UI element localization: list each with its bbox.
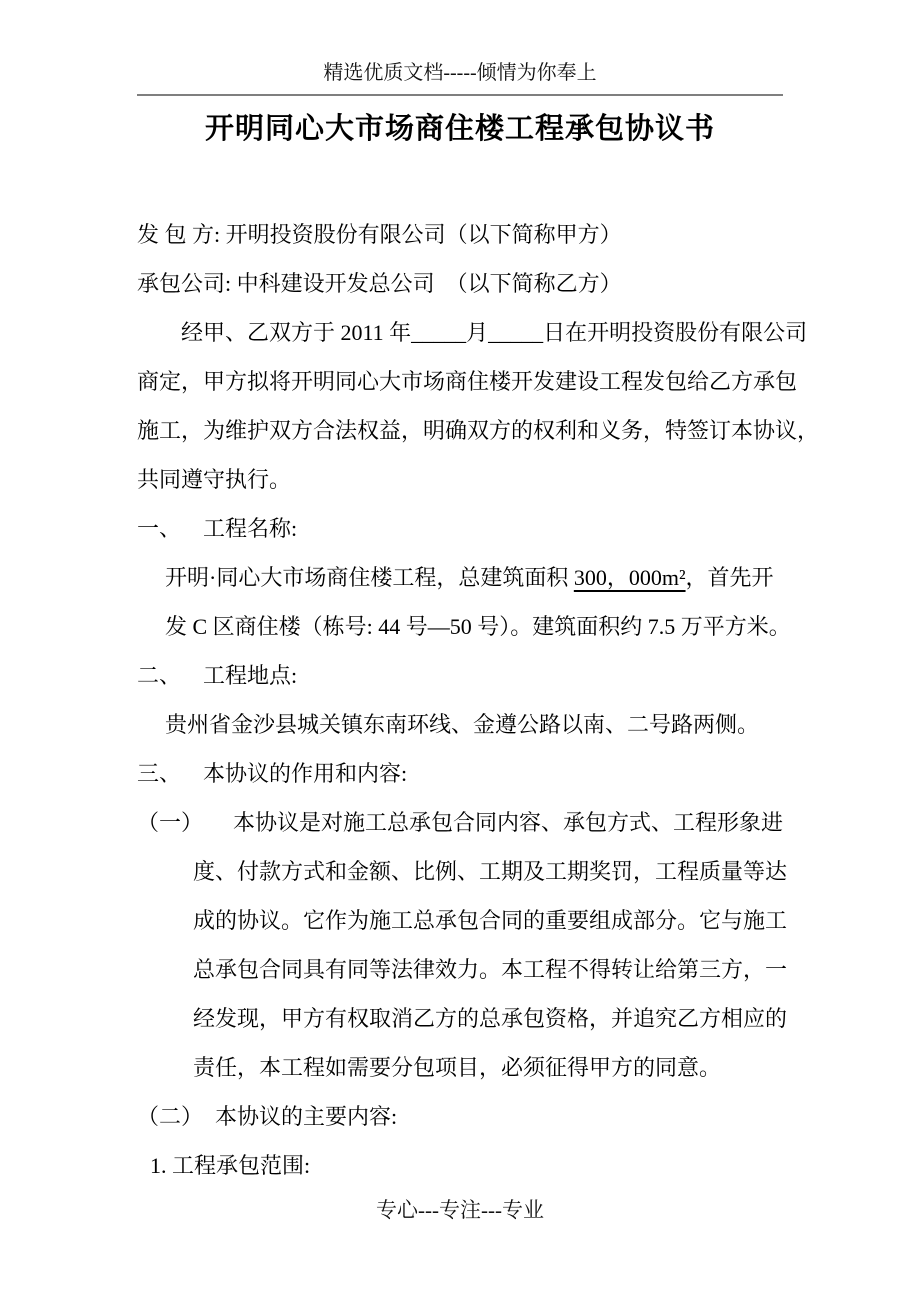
header-slogan: 精选优质文档-----倾情为你奉上: [323, 62, 597, 84]
subclause-1-line-6: 责任，本工程如需要分包项目，必须征得甲方的同意。: [193, 1055, 722, 1080]
total-area-underlined: 300，000m²: [573, 565, 686, 590]
contractor-line: [137, 259, 783, 308]
document-body: [137, 210, 820, 1190]
document-title: 开明同心大市场商住楼工程承包协议书: [204, 113, 715, 145]
subclause-1-number: （一）: [137, 810, 204, 835]
clause-3-number: 三、: [137, 761, 182, 786]
clause-1-title: 工程名称:: [203, 516, 298, 541]
employer-line: [137, 210, 783, 259]
clause-1-number: 一、: [137, 516, 182, 541]
clause-1-heading: [137, 504, 783, 553]
preamble-line-4: 共同遵守执行。: [137, 467, 292, 492]
clause-3-title: 本协议的作用和内容:: [203, 761, 408, 786]
preamble-line-1: 经甲、乙双方于 2011 年_____月_____日在开明投资股份有限公司: [181, 320, 808, 345]
subclause-1-line-1: （一） 本协议是对施工总承包合同内容、承包方式、工程形象进: [137, 798, 783, 847]
subclause-1-line-5: 经发现，甲方有权取消乙方的总承包资格，并追究乙方相应的: [193, 1006, 788, 1031]
clause-2-title: 工程地点:: [203, 663, 298, 688]
preamble-line-2: 商定，甲方拟将开明同心大市场商住楼开发建设工程发包给乙方承包: [137, 369, 798, 394]
subclause-1-line-3: 成的协议。它作为施工总承包合同的重要组成部分。它与施工: [193, 908, 788, 933]
clause-2-number: 二、: [137, 663, 182, 688]
footer-slogan: 专心---专注---专业: [376, 1198, 544, 1222]
clause-1-body-line-1: 开明·同心大市场商住楼工程，总建筑面积 300，000m²，首先开: [165, 565, 774, 590]
subclause-1-line-2: 度、付款方式和金额、比例、工期及工期奖罚，工程质量等达: [193, 859, 788, 884]
contractor-text: 承包公司: 中科建设开发总公司 （以下简称乙方）: [137, 271, 622, 296]
header-divider-line: [137, 94, 783, 96]
preamble-line-3: 施工，为维护双方合法权益，明确双方的权利和义务，特签订本协议，: [137, 418, 820, 443]
subclause-2-number: （二）: [137, 1104, 204, 1129]
employer-text: 发 包 方: 开明投资股份有限公司（以下简称甲方）: [137, 222, 622, 247]
subclause-2-heading: （二） 本协议的主要内容:: [137, 1092, 783, 1141]
item-1-heading: 1. 工程承包范围:: [150, 1153, 311, 1178]
subclause-1-line-4: 总承包合同具有同等法律效力。本工程不得转让给第三方，一: [193, 957, 788, 982]
clause-2-body-line-1: 贵州省金沙县城关镇东南环线、金遵公路以南、二号路两侧。: [165, 712, 760, 737]
clause-1-body-line-2: 发 C 区商住楼（栋号: 44 号—50 号）。建筑面积约 7.5 万平方米。: [165, 614, 791, 639]
clause-3-heading: [137, 749, 783, 798]
clause-2-heading: [137, 651, 783, 700]
